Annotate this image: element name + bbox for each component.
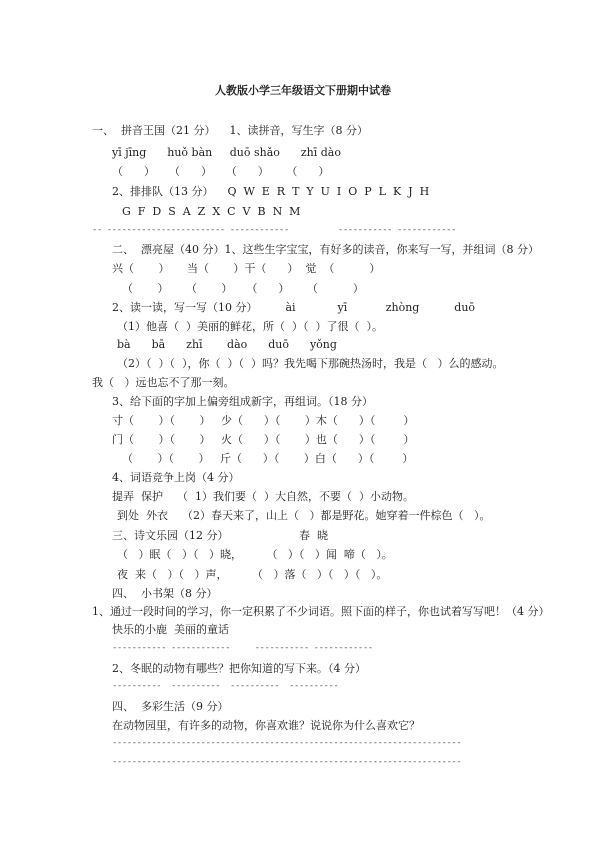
poem-line2: 夜 来（ ）（ ）声， （ ）落（ ）（ ）（ ）。 [117,568,388,581]
section5-question: 在动物园里，有许多的动物，你喜欢谁？说说你为什么喜欢它？ [112,719,420,732]
section4-q1: 1、通过一段时间的学习，你一定积累了不少词语。照下面的样子，你也试着写写吧！（4 分） [92,605,550,618]
section4-heading: 四、 小书架（8 分） [112,587,218,600]
section1-pinyin: yī jīng huǒ bàn duō shǎo zhī dào [112,146,341,159]
section5-heading: 四、 多彩生活（9 分） [112,700,229,713]
section4-example: 快乐的小鹿 美丽的童话 [112,623,229,636]
section2-q3-row3: （ ）（ ） 斤（ ）（ ）白（ ）（ ） [122,452,414,465]
section5-rule-2: ----------------------------------------------------------------------- [112,757,462,767]
section4-rule1: ----------- ------------ ----------- ------------ [112,643,373,653]
section2-q4: 4、词语竞争上岗（4 分） [112,471,240,484]
section2-q3-row1: 寸（ ）（ ） 少（ ）（ ）木（ ）（ ） [112,414,415,427]
section1-heading: 一、 拼音王国（21 分） 1、读拼音，写生字（8 分） [92,124,368,137]
page-title: 人教版小学三年级语文下册期中试卷 [215,84,391,97]
section2-q3-row2: 门（ ）（ ） 火（ ）（ ）也（ ）（ ） [112,433,415,446]
section2-q4-a: 提弄 保护 （ 1）我们要（ ）大自然，不要（ ）小动物。 [112,490,414,503]
section3-heading: 三、诗文乐园（12 分） [112,529,229,542]
section2-row1: 兴（ ） 当（ ）干（ ） 觉 （ ） [112,262,381,275]
section1-q2: 2、排排队（13 分） Q W E R T Y U I O P L K J H [112,185,430,198]
section1-q2-cont: G F D S A Z X C V B N M [122,205,301,218]
section2-q2-sentence2: （2）（ ）（ ），你（ ）（ ）吗？我先喝下那碗热汤时，我是（ ）么的感动。 [117,357,504,370]
section2-heading: 二、 漂亮屋（40 分）1、这些生字宝宝，有好多的读音，你来写一写，并组词（8 分） [112,243,539,256]
section5-rule-1: ----------------------------------------------------------------------- [112,738,462,748]
section4-rule2: ---------- ---------- ---------- ---------- [112,681,339,691]
section2-q2-pinyin: bà bā zhī dào duō yǒng [117,338,337,351]
section2-q3: 3、给下面的字加上偏旁组成新字，再组词。（18 分） [112,395,373,408]
section1-answer-rule: -- ------------------------ ------------ ----------- ------------ [92,225,456,235]
section2-q2: 2、读一读，写一写（10 分） ài yī zhòng duō [112,301,476,314]
section2-row2: （ ） （ ） （ ） （ ） [122,282,364,295]
section1-blanks: （ ） （ ） （ ） （ ） [112,165,330,178]
poem-line1: （ ）眠（ ）（ ）晓， （ ）（ ）闻 啼（ ）。 [117,548,393,561]
poem-title: 春 晓 [299,529,328,542]
section2-q4-b: 到处 外衣 （2）春天来了，山上（ ）都是野花。她穿着一件棕色（ ）。 [117,509,491,522]
section2-q2-sentence2b: 我（ ）远也忘不了那一刻。 [92,376,235,389]
section4-q2: 2、冬眠的动物有哪些？把你知道的写下来。（4 分） [112,662,366,675]
section2-q2-sentence1: （1）他喜（ ）美丽的鲜花，所（ ）（ ）了很（ ）。 [117,320,383,333]
